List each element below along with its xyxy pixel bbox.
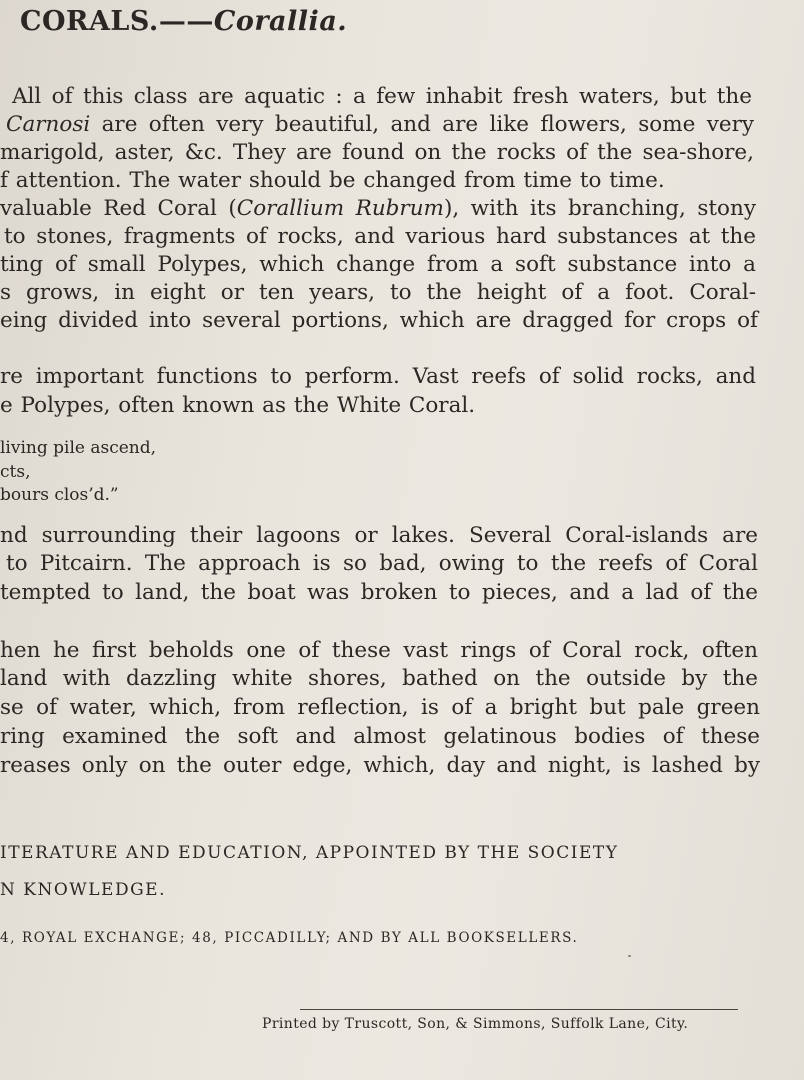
paragraph-1-line-3: marigold, aster, &c. They are found on the rocks of the sea-shore, <box>0 140 754 165</box>
paragraph-4-line-3: se of water, which, from reflection, is of a bright but pale green <box>0 695 760 720</box>
corallium-rubrum-term: Corallium Rubrum <box>236 196 444 221</box>
paragraph-4-line-2: land with dazzling white shores, bathed on the outside by the <box>0 666 758 691</box>
paragraph-1-line-7: ting of small Polypes, which change from a soft substance into a <box>0 252 756 277</box>
imprint-line-1: ITERATURE AND EDUCATION, APPOINTED BY THE SOCIETY <box>0 843 619 863</box>
paragraph-2-line-2: e Polypes, often known as the White Coral. <box>0 393 476 418</box>
paper-speck <box>628 955 631 957</box>
paragraph-1-line-2: Carnosi are often very beautiful, and are like flowers, some very <box>6 112 754 137</box>
paragraph-1-line-4: f attention. The water should be changed from time to time. <box>0 168 665 193</box>
paragraph-4-line-5: reases only on the outer edge, which, day and night, is lashed by <box>0 753 760 778</box>
paragraph-3-line-1: nd surrounding their lagoons or lakes. Several Coral-islands are <box>0 523 758 548</box>
printer-credit: Printed by Truscott, Son, & Simmons, Suffolk Lane, City. <box>262 1016 689 1032</box>
paragraph-1-line-8: s grows, in eight or ten years, to the height of a foot. Coral- <box>0 280 756 305</box>
paragraph-3-line-3: tempted to land, the boat was broken to pieces, and a lad of the <box>0 580 758 605</box>
paragraph-4-line-1: hen he first beholds one of these vast rings of Coral rock, often <box>0 638 758 663</box>
paragraph-1-line-9: eing divided into several portions, which are dragged for crops of <box>0 308 758 333</box>
title-latin: Corallia. <box>213 6 348 37</box>
paragraph-1-line-5: valuable Red Coral (Corallium Rubrum), with its branching, stony <box>0 196 756 221</box>
paragraph-1-line-6: to stones, fragments of rocks, and various hard substances at the <box>4 224 756 249</box>
title-main: CORALS.—— <box>20 6 214 37</box>
paragraph-1-line-1: All of this class are aquatic : a few inhabit fresh waters, but the <box>12 84 752 109</box>
horizontal-rule <box>300 1009 738 1010</box>
paragraph-4-line-4: ring examined the soft and almost gelatinous bodies of these <box>0 724 760 749</box>
imprint-line-2: N KNOWLEDGE. <box>0 880 166 900</box>
verse-line-2: cts, <box>0 462 31 482</box>
verse-line-1: living pile ascend, <box>0 438 157 458</box>
carnosi-term: Carnosi <box>6 112 91 137</box>
verse-line-3: bours clos’d.” <box>0 485 119 505</box>
page-title <box>20 6 347 37</box>
imprint-address: 4, ROYAL EXCHANGE; 48, PICCADILLY; AND BY ALL BOOKSELLERS. <box>0 930 579 946</box>
paragraph-2-line-1: re important functions to perform. Vast reefs of solid rocks, and <box>0 364 756 389</box>
paragraph-3-line-2: to Pitcairn. The approach is so bad, owing to the reefs of Coral <box>6 551 758 576</box>
